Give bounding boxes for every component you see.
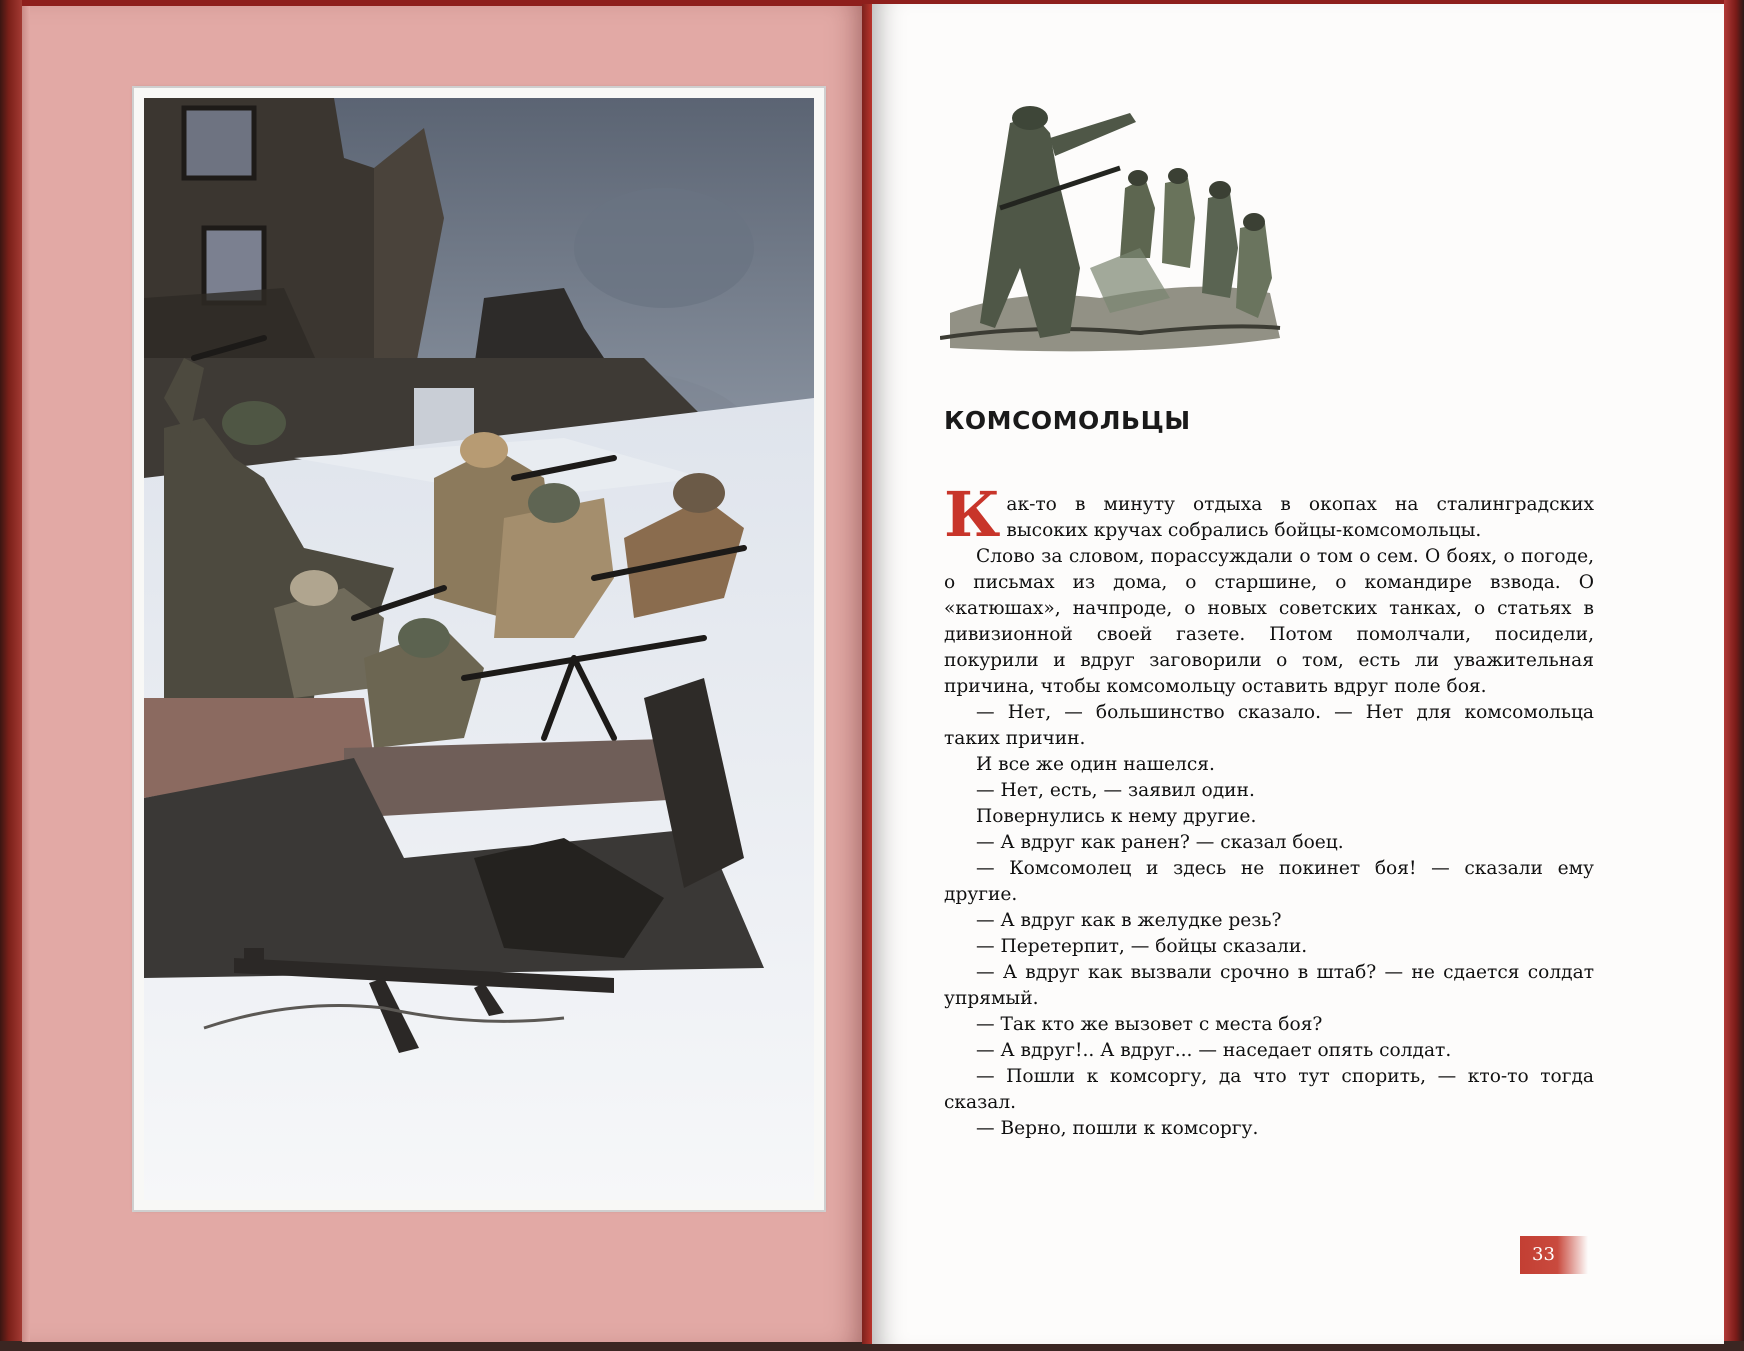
paragraph: И все же один нашелся.	[976, 754, 1215, 775]
page-number-badge	[1520, 1236, 1588, 1274]
paragraph: Слово за словом, порассуждали о том о сем. О боях, о погоде, о письмах из дома, о старшине, о командире взвода. О «катюшах», начпроде, о новых советских танках, о статьях в дивизионной своей газете. Потом помолчали, посидели, покурили и вдруг заговорили о том, есть ли уважительная причина, чтобы комсомольцу оставить вдруг поле боя.	[944, 546, 1594, 697]
chapter-title: КОМСОМОЛЬЦЫ	[944, 406, 1191, 435]
paragraph: — А вдруг как вызвали срочно в штаб? — не сдается солдат упрямый.	[944, 962, 1594, 1009]
paragraph: — Пошли к комсоргу, да что тут спорить, — кто-то тогда сказал.	[944, 1066, 1594, 1113]
paragraph: — Перетерпит, — бойцы сказали.	[976, 936, 1308, 957]
battle-illustration	[144, 98, 814, 1200]
page-number: 33	[1532, 1244, 1555, 1265]
paragraph: Как-то в минуту отдыха в окопах на сталинградских высоких кручах собрались бойцы-комсомольцы.	[944, 478, 1594, 551]
paragraph: — А вдруг!.. А вдруг... — наседает опять солдат.	[976, 1040, 1452, 1061]
soldiers-vignette	[940, 98, 1320, 368]
paragraph: — Нет, — большинство сказало. — Нет для комсомольца таких причин.	[944, 702, 1594, 749]
paragraph: — Нет, есть, — заявил один.	[976, 780, 1255, 801]
paragraph: — А вдруг как ранен? — сказал боец.	[976, 832, 1344, 853]
book-cover-right-edge	[1724, 0, 1744, 1351]
drop-cap: К	[944, 478, 1001, 551]
paragraph: — Верно, пошли к комсоргу.	[976, 1118, 1259, 1139]
chapter-text	[944, 478, 1594, 1142]
paragraph: — Комсомолец и здесь не покинет боя! — сказали ему другие.	[944, 858, 1594, 905]
book-cover-left-edge	[0, 0, 22, 1351]
paragraph: — Так кто же вызовет с места боя?	[976, 1014, 1323, 1035]
paragraph: — А вдруг как в желудке резь?	[976, 910, 1282, 931]
paragraph: Повернулись к нему другие.	[976, 806, 1257, 827]
illustration-frame	[134, 88, 824, 1210]
left-page	[22, 6, 870, 1342]
